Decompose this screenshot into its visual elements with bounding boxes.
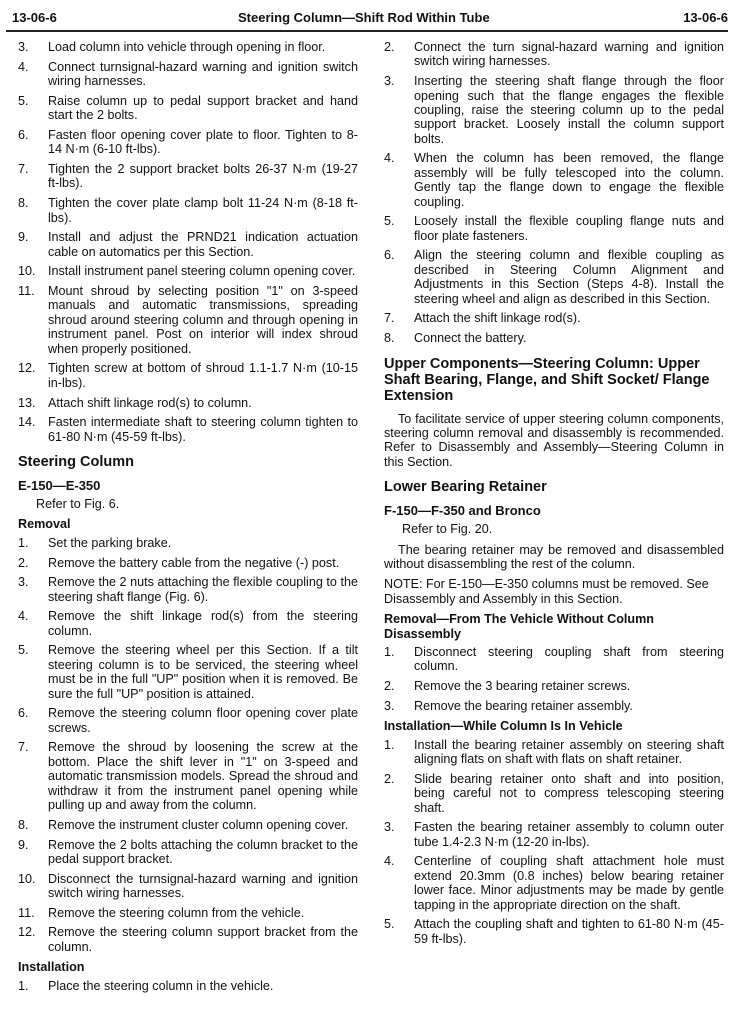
upper-components-paragraph: To facilitate service of upper steering column components, steering column removal and disassembly is recommended. Refer to Disassembly and Assembly—Steering Column in this Section.	[384, 411, 724, 469]
e-series-heading: E-150—E-350	[18, 478, 101, 494]
step-text: Align the steering column and flexible coupling as described in Steering Column Alignment and Adjustments in this Section (Steps 4-8). Install the steering wheel and align as described in this Section.	[414, 248, 724, 306]
install-steps-cont-list	[384, 40, 724, 346]
step-number: 6.	[18, 127, 29, 142]
step-number: 5.	[384, 214, 395, 229]
step-item	[18, 396, 358, 410]
step-number: 13.	[18, 395, 36, 410]
step-number: 5.	[18, 93, 29, 108]
figure-reference: Refer to Fig. 20.	[402, 522, 493, 537]
step-item	[18, 575, 358, 604]
step-item	[18, 415, 358, 444]
removal-steps-list	[18, 536, 358, 954]
step-item	[384, 854, 724, 912]
figure-reference: Refer to Fig. 6.	[36, 497, 120, 512]
note-paragraph: NOTE: For E-150—E-350 columns must be removed. See Disassembly and Assembly in this Section.	[384, 577, 709, 606]
step-item	[384, 917, 724, 946]
step-number: 4.	[384, 854, 395, 869]
step-item	[384, 331, 724, 345]
installation-heading: Installation	[18, 960, 85, 975]
installation-steps-list	[18, 979, 358, 993]
step-text: Raise column up to pedal support bracket and hand start the 2 bolts.	[48, 93, 358, 123]
step-item	[384, 772, 724, 815]
step-item	[18, 264, 358, 278]
step-text: Loosely install the flexible coupling flange nuts and floor plate fasteners.	[414, 214, 724, 243]
step-item	[18, 361, 358, 390]
step-item	[18, 60, 358, 89]
step-item	[18, 906, 358, 920]
install-steps-cont-list	[18, 40, 358, 444]
step-text: Fasten intermediate shaft to steering column tighten to 61-80 N·m (45-59 ft-lbs).	[48, 415, 358, 444]
step-text: Inserting the steering shaft flange through the floor opening such that the flange engages the flexible coupling, raise the steering column up to the pedal support bracket. Loosely install the column support bolts.	[414, 74, 724, 146]
step-text: Install the bearing retainer assembly on steering shaft aligning flats on shaft with flats on shaft retainer.	[414, 737, 724, 766]
page-title: Steering Column—Shift Rod Within Tube	[238, 10, 490, 25]
step-number: 4.	[384, 151, 395, 166]
step-text: Tighten the 2 support bracket bolts 26-37 N·m (19-27 ft-lbs).	[48, 162, 358, 191]
retainer-paragraph: The bearing retainer may be removed and disassembled without disassembling the rest of the column.	[384, 542, 724, 571]
step-item	[384, 645, 724, 674]
step-number: 1.	[18, 978, 29, 993]
step-text: Tighten screw at bottom of shroud 1.1-1.7 N·m (10-15 in-lbs).	[48, 361, 358, 390]
step-item	[18, 838, 358, 867]
step-text: Remove the 2 nuts attaching the flexible coupling to the steering shaft flange (Fig. 6).	[48, 575, 358, 604]
step-item	[18, 284, 358, 356]
step-item	[18, 556, 358, 570]
step-item	[384, 248, 724, 306]
step-text: Remove the 2 bolts attaching the column bracket to the pedal support bracket.	[48, 837, 358, 866]
step-item	[18, 609, 358, 638]
step-text: Remove the steering column support bracket from the column.	[48, 925, 358, 954]
step-text: Slide bearing retainer onto shaft and into position, being careful not to compress telescoping steering shaft.	[414, 771, 724, 815]
step-text: Fasten the bearing retainer assembly to column outer tube 1.4-2.3 N·m (12-20 in-lbs).	[414, 820, 724, 849]
step-text: Remove the shroud by loosening the screw at the bottom. Place the shift lever in "1" on 3-speed and automatic transmission models. Spread the shroud and withdraw it from the instrument panel opening while pulling up and away from the column.	[48, 740, 358, 813]
installation-steps-list	[384, 738, 724, 946]
step-number: 9.	[18, 837, 29, 852]
header-rule	[6, 30, 728, 32]
step-item	[384, 151, 724, 209]
step-number: 10.	[18, 871, 36, 886]
page-number-right: 13-06-6	[683, 10, 728, 25]
step-number: 3.	[384, 820, 395, 835]
step-item	[18, 40, 358, 54]
removal-heading: Removal	[18, 517, 71, 532]
step-item	[384, 40, 724, 69]
step-item	[384, 699, 724, 713]
step-text: Install and adjust the PRND21 indication actuation cable on automatics per this Section.	[48, 230, 358, 259]
step-item	[18, 643, 358, 701]
f-series-heading: F-150—F-350 and Bronco	[384, 503, 541, 519]
steering-column-heading: Steering Column	[18, 454, 135, 471]
step-item	[18, 818, 358, 832]
step-number: 1.	[384, 737, 395, 752]
step-item	[384, 820, 724, 849]
step-text: Attach the shift linkage rod(s).	[414, 311, 581, 326]
step-number: 2.	[384, 40, 395, 54]
step-text: Disconnect steering coupling shaft from steering column.	[414, 644, 724, 674]
step-item	[18, 196, 358, 225]
step-number: 14.	[18, 415, 36, 430]
step-number: 4.	[18, 609, 29, 624]
lower-bearing-heading: Lower Bearing Retainer	[384, 479, 547, 496]
step-number: 2.	[18, 555, 29, 570]
step-number: 1.	[384, 644, 395, 659]
page-number-left: 13-06-6	[12, 10, 57, 25]
step-number: 3.	[384, 698, 395, 713]
step-text: Connect turnsignal-hazard warning and ignition switch wiring harnesses.	[48, 59, 358, 89]
step-number: 3.	[18, 40, 29, 54]
step-text: Mount shroud by selecting position "1" on 3-speed manuals and automatic transmissions, spreading shroud around steering column and through opening in instrument panel. Post on interior will index shroud when properly positioned.	[48, 284, 358, 356]
step-number: 2.	[384, 771, 395, 786]
upper-components-heading: Upper Components—Steering Column: Upper Shaft Bearing, Flange, and Shift Socket/ Flange Extension	[384, 355, 710, 404]
step-number: 6.	[384, 248, 395, 263]
step-text: Connect the turn signal-hazard warning and ignition switch wiring harnesses.	[414, 40, 724, 69]
step-item	[18, 979, 358, 993]
right-column	[384, 40, 724, 951]
step-item	[384, 74, 724, 146]
step-item	[384, 214, 724, 243]
step-number: 7.	[18, 740, 29, 755]
step-number: 8.	[18, 196, 29, 211]
step-text: Remove the steering column floor opening cover plate screws.	[48, 706, 358, 735]
step-number: 11.	[18, 905, 35, 920]
step-item	[384, 311, 724, 325]
step-number: 3.	[384, 74, 395, 89]
step-number: 10.	[18, 264, 36, 279]
step-number: 8.	[384, 331, 395, 346]
step-number: 6.	[18, 706, 29, 721]
step-number: 7.	[384, 311, 395, 326]
step-text: When the column has been removed, the flange assembly will be fully telescoped into the column. Gently tap the flange down to engage the flexible coupling.	[414, 151, 724, 209]
step-text: Centerline of coupling shaft attachment hole must extend 20.3mm (0.8 inches) below bearing retainer lower face. Minor adjustments may be made by gentle tapping in the appropriate direction on the shaft.	[414, 854, 724, 912]
step-text: Attach shift linkage rod(s) to column.	[48, 395, 252, 410]
step-item	[18, 162, 358, 191]
step-text: Remove the instrument cluster column opening cover.	[48, 817, 349, 832]
removal-steps-list	[384, 645, 724, 713]
step-number: 12.	[18, 361, 36, 376]
step-text: Remove the shift linkage rod(s) from the steering column.	[48, 609, 358, 638]
step-item	[18, 706, 358, 735]
step-number: 8.	[18, 817, 29, 832]
step-text: Remove the steering column from the vehicle.	[48, 905, 305, 920]
step-text: Place the steering column in the vehicle.	[48, 978, 274, 993]
step-item	[18, 536, 358, 550]
installation-heading: Installation—While Column Is In Vehicle	[384, 719, 623, 734]
step-number: 9.	[18, 230, 29, 245]
step-number: 5.	[384, 917, 395, 932]
step-text: Load column into vehicle through opening in floor.	[48, 40, 326, 54]
step-item	[18, 230, 358, 259]
step-item	[18, 925, 358, 954]
step-text: Fasten floor opening cover plate to floor. Tighten to 8-14 N·m (6-10 ft-lbs).	[48, 127, 358, 157]
step-text: Attach the coupling shaft and tighten to 61-80 N·m (45-59 ft-lbs).	[414, 917, 724, 946]
step-text: Remove the battery cable from the negative (-) post.	[48, 555, 340, 570]
removal-heading: Removal—From The Vehicle Without Column Disassembly	[384, 612, 654, 641]
step-number: 7.	[18, 162, 29, 177]
step-number: 5.	[18, 643, 29, 658]
step-number: 4.	[18, 59, 29, 74]
step-text: Set the parking brake.	[48, 535, 172, 550]
step-number: 2.	[384, 679, 395, 694]
left-column	[18, 40, 358, 998]
step-item	[18, 94, 358, 123]
step-number: 12.	[18, 925, 36, 940]
step-item	[384, 679, 724, 693]
step-item	[18, 740, 358, 812]
step-text: Disconnect the turnsignal-hazard warning and ignition switch wiring harnesses.	[48, 871, 358, 901]
step-number: 3.	[18, 575, 29, 590]
step-item	[384, 738, 724, 767]
step-text: Remove the 3 bearing retainer screws.	[414, 679, 631, 694]
step-number: 1.	[18, 535, 29, 550]
step-text: Tighten the cover plate clamp bolt 11-24 N·m (8-18 ft-lbs).	[48, 196, 358, 225]
page-header	[8, 6, 728, 28]
step-text: Connect the battery.	[414, 331, 527, 346]
step-text: Remove the steering wheel per this Section. If a tilt steering column is to be serviced, the steering wheel must be in the full "UP" position when it is removed. Be sure the full "UP" position is attained.	[48, 643, 358, 701]
step-number: 11.	[18, 284, 35, 299]
step-text: Remove the bearing retainer assembly.	[414, 698, 633, 713]
step-item	[18, 128, 358, 157]
step-text: Install instrument panel steering column opening cover.	[48, 264, 356, 279]
step-item	[18, 872, 358, 901]
